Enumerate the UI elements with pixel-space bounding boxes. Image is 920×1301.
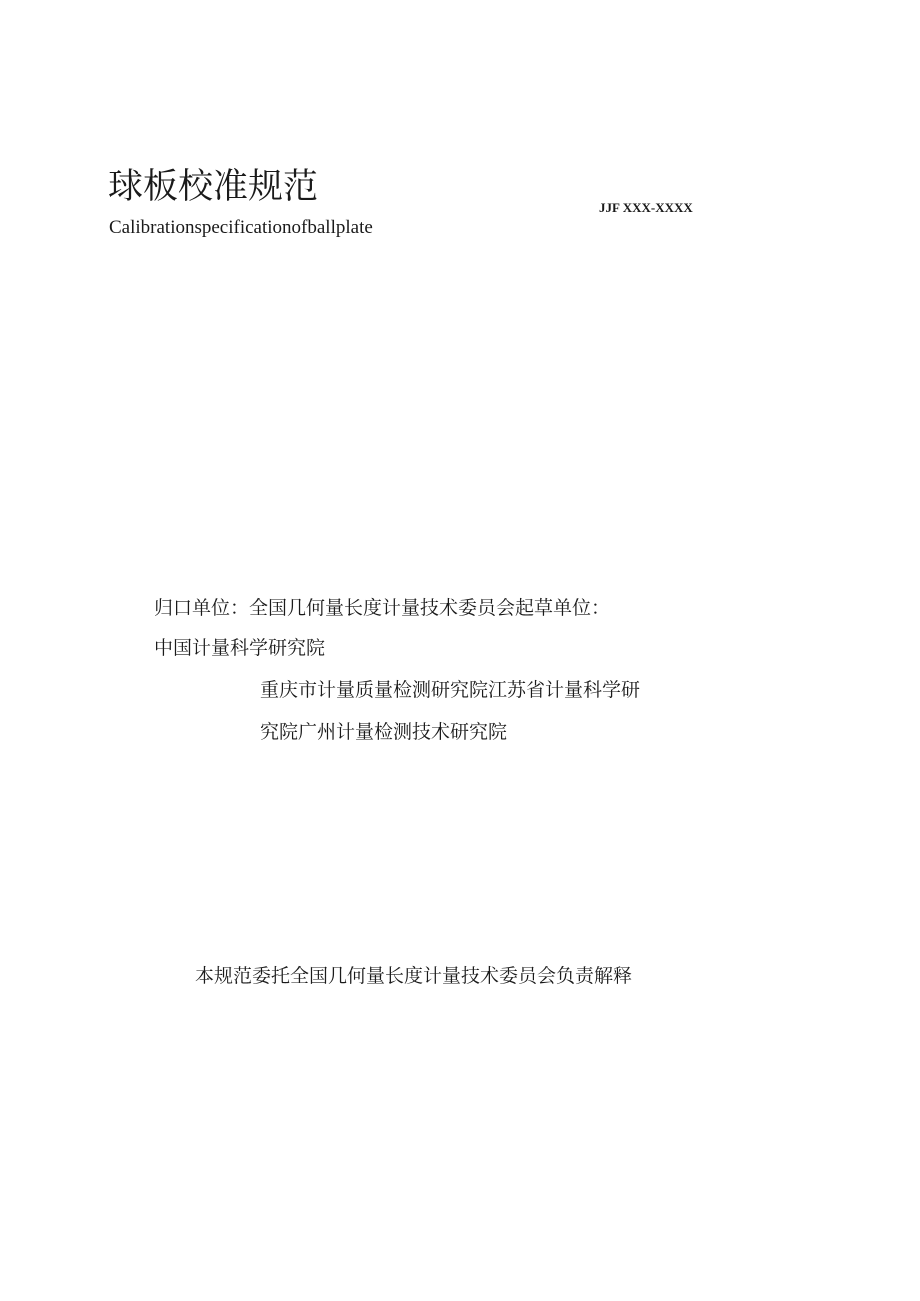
standard-code: JJF XXX-XXXX (599, 200, 693, 215)
interpretation-note: 本规范委托全国几何量长度计量技术委员会负责解释 (195, 965, 633, 987)
title-chinese: 球板校准规范 (108, 167, 319, 207)
drafting-unit-line-3: 究院广州计量检测技术研究院 (260, 721, 508, 743)
drafting-unit-line-1: 中国计量科学研究院 (154, 637, 326, 659)
responsible-unit-line: 归口单位：全国几何量长度计量技术委员会起草单位： (154, 597, 611, 619)
title-english: Calibrationspecificationofballplate (109, 217, 373, 238)
drafting-unit-line-2: 重庆市计量质量检测研究院江苏省计量科学研 (260, 679, 641, 701)
